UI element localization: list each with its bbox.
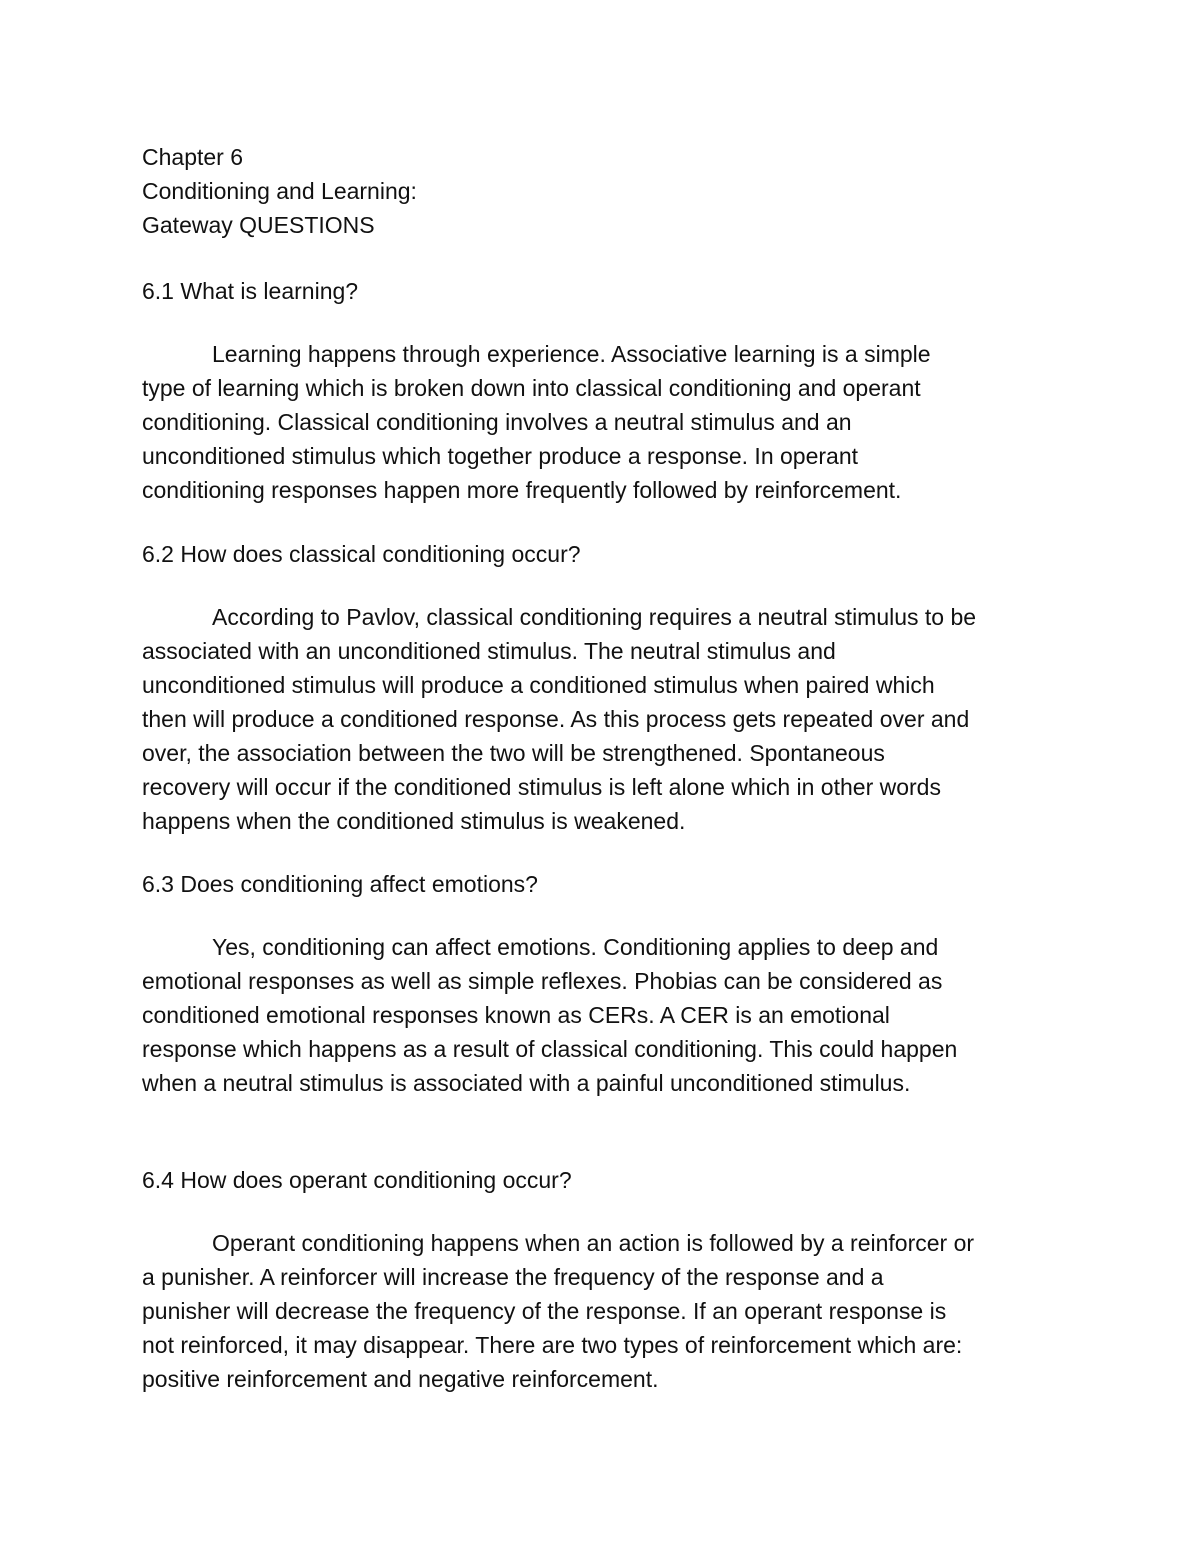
answer-line: unconditioned stimulus which together produce a response. In operant <box>142 443 859 469</box>
answer-6-1 <box>142 337 1072 507</box>
question-6-1: 6.1 What is learning? <box>142 278 359 304</box>
answer-line: then will produce a conditioned response. As this process gets repeated over and <box>142 706 970 732</box>
answer-6-3 <box>142 930 1072 1100</box>
chapter-title: Conditioning and Learning: <box>142 178 417 204</box>
document-header <box>142 140 1072 242</box>
question-6-2: 6.2 How does classical conditioning occur? <box>142 541 581 567</box>
answer-line: Learning happens through experience. Associative learning is a simple <box>212 341 931 367</box>
answer-line: punisher will decrease the frequency of the response. If an operant response is <box>142 1298 947 1324</box>
question-6-3: 6.3 Does conditioning affect emotions? <box>142 871 538 897</box>
answer-line: Yes, conditioning can affect emotions. Conditioning applies to deep and <box>212 934 939 960</box>
answer-line: not reinforced, it may disappear. There are two types of reinforcement which are: <box>142 1332 963 1358</box>
answer-line: conditioning. Classical conditioning involves a neutral stimulus and an <box>142 409 852 435</box>
answer-line: emotional responses as well as simple reflexes. Phobias can be considered as <box>142 968 943 994</box>
answer-line: positive reinforcement and negative reinforcement. <box>142 1366 659 1392</box>
answer-6-2 <box>142 600 1072 838</box>
answer-line: associated with an unconditioned stimulus. The neutral stimulus and <box>142 638 836 664</box>
answer-line: happens when the conditioned stimulus is weakened. <box>142 808 686 834</box>
answer-line: recovery will occur if the conditioned stimulus is left alone which in other words <box>142 774 941 800</box>
document-page <box>142 140 1072 1396</box>
answer-line: response which happens as a result of classical conditioning. This could happen <box>142 1036 958 1062</box>
chapter-subtitle: Gateway QUESTIONS <box>142 212 375 238</box>
chapter-label: Chapter 6 <box>142 144 244 170</box>
answer-line: Operant conditioning happens when an action is followed by a reinforcer or <box>212 1230 975 1256</box>
answer-line: over, the association between the two will be strengthened. Spontaneous <box>142 740 885 766</box>
answer-line: conditioned emotional responses known as CERs. A CER is an emotional <box>142 1002 890 1028</box>
answer-line: type of learning which is broken down into classical conditioning and operant <box>142 375 921 401</box>
answer-line: a punisher. A reinforcer will increase the frequency of the response and a <box>142 1264 884 1290</box>
question-6-4: 6.4 How does operant conditioning occur? <box>142 1167 572 1193</box>
answer-6-4 <box>142 1226 1072 1396</box>
answer-line: According to Pavlov, classical conditioning requires a neutral stimulus to be <box>212 604 977 630</box>
answer-line: unconditioned stimulus will produce a conditioned stimulus when paired which <box>142 672 935 698</box>
answer-line: when a neutral stimulus is associated with a painful unconditioned stimulus. <box>142 1070 911 1096</box>
answer-line: conditioning responses happen more frequently followed by reinforcement. <box>142 477 902 503</box>
